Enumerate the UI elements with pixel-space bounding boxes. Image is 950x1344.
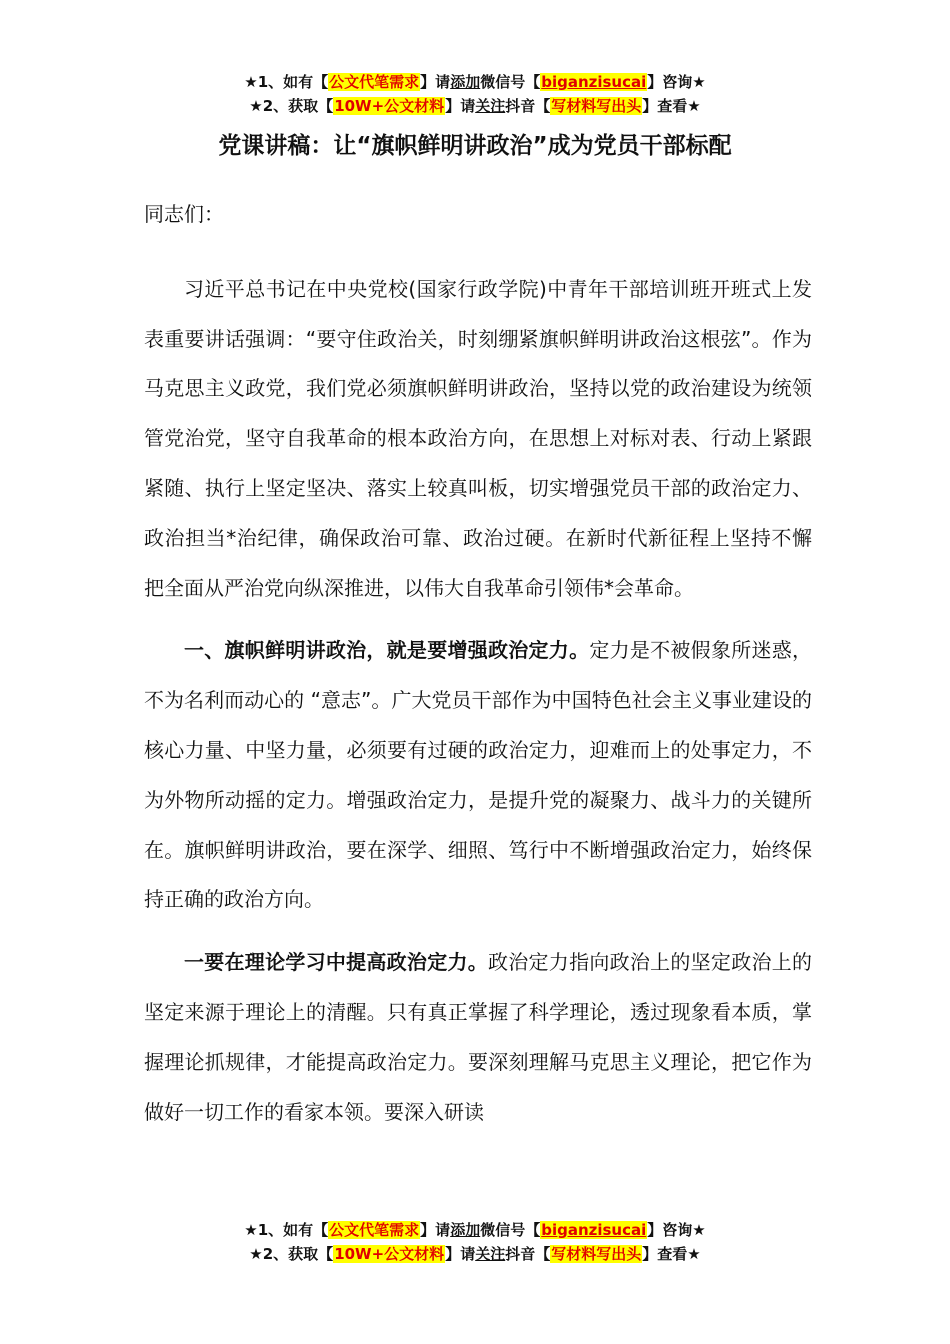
banner-text: 】请 [420,1221,451,1239]
banner-emphasis: 关注 [475,97,506,115]
banner-text: 】请 [420,73,451,91]
banner-text: ★2、获取【 [249,1245,334,1263]
banner-text: ★1、如有【 [244,73,329,91]
salutation: 同志们： [144,202,224,226]
paragraph-intro: 习近平总书记在中央党校(国家行政学院)中青年干部培训班开班式上发表重要讲话强调：“要守住政治关，时刻绷紧旗帜鲜明讲政治这根弦”。作为马克思主义政党，我们党必须旗帜鲜明讲政治，坚持以党的政治建设为统领管党治党，坚守自我革命的根本政治方向，在思想上对标对表、行动上紧跟紧随、执行上坚定坚决、落实上较真叫板，切实增强党员干部的政治定力、政治担当*治纪律，确保政治可靠、政治过硬。在新时代新征程上坚持不懈把全面从严治党向纵深推进，以伟大自我革命引领伟*会革命。 [144,276,812,600]
banner-emphasis: 添加 [450,1221,481,1239]
banner-text: 】查看★ [642,97,701,115]
header-banner [0,70,950,118]
banner-text: 】咨询★ [647,73,706,91]
section-heading: 一、旗帜鲜明讲政治，就是要增强政治定力。 [184,638,590,663]
banner-text: 】请 [445,1245,476,1263]
banner-line-1 [0,1218,950,1242]
banner-text: 】咨询★ [647,1221,706,1239]
banner-highlight: 公文代笔需求 [329,73,420,91]
banner-text: 】请 [445,97,476,115]
banner-douyin-id: 写材料写出头 [551,97,642,115]
document-body [144,190,812,1137]
banner-highlight: 10W+公文材料 [334,1245,445,1263]
banner-text: 】查看★ [642,1245,701,1263]
banner-text: ★2、获取【 [249,97,334,115]
section-text: 定力是不被假象所迷惑，不为名利而动心的 “意志”。广大党员干部作为中国特色社会主义事业建设的核心力量、中坚力量，必须要有过硬的政治定力，迎难而上的处事定力，不为外物所动摇的定力。增强政治定力，是提升党的凝聚力、战斗力的关键所在。旗帜鲜明讲政治，要在深学、细照、笃行中不断增强政治定力，始终保持正确的政治方向。 [144,638,813,912]
banner-text: 微信号【 [480,1221,541,1239]
banner-wechat-id: biganzisucai [541,1221,647,1239]
banner-text: ★1、如有【 [244,1221,329,1239]
banner-text: 抖音【 [505,1245,551,1263]
document-title: 党课讲稿：让“旗帜鲜明讲政治”成为党员干部标配 [218,133,732,159]
banner-highlight: 10W+公文材料 [334,97,445,115]
paragraph-subsection-1 [144,938,812,1137]
banner-line-2 [0,94,950,118]
banner-emphasis: 添加 [450,73,481,91]
banner-douyin-id: 写材料写出头 [551,1245,642,1263]
subsection-text: 政治定力指向政治上的坚定政治上的坚定来源于理论上的清醒。只有真正掌握了科学理论，透过现象看本质，掌握理论抓规律，才能提高政治定力。要深刻理解马克思主义理论，把它作为做好一切工作的看家本领。要深入研读 [144,950,812,1124]
banner-emphasis: 关注 [475,1245,506,1263]
footer-banner [0,1218,950,1266]
banner-highlight: 公文代笔需求 [329,1221,420,1239]
subsection-heading: 一要在理论学习中提高政治定力。 [184,950,488,975]
banner-text: 微信号【 [480,73,541,91]
banner-line-2 [0,1242,950,1266]
banner-line-1 [0,70,950,94]
banner-wechat-id: biganzisucai [541,73,647,91]
banner-text: 抖音【 [505,97,551,115]
paragraph-section-1 [144,626,812,925]
